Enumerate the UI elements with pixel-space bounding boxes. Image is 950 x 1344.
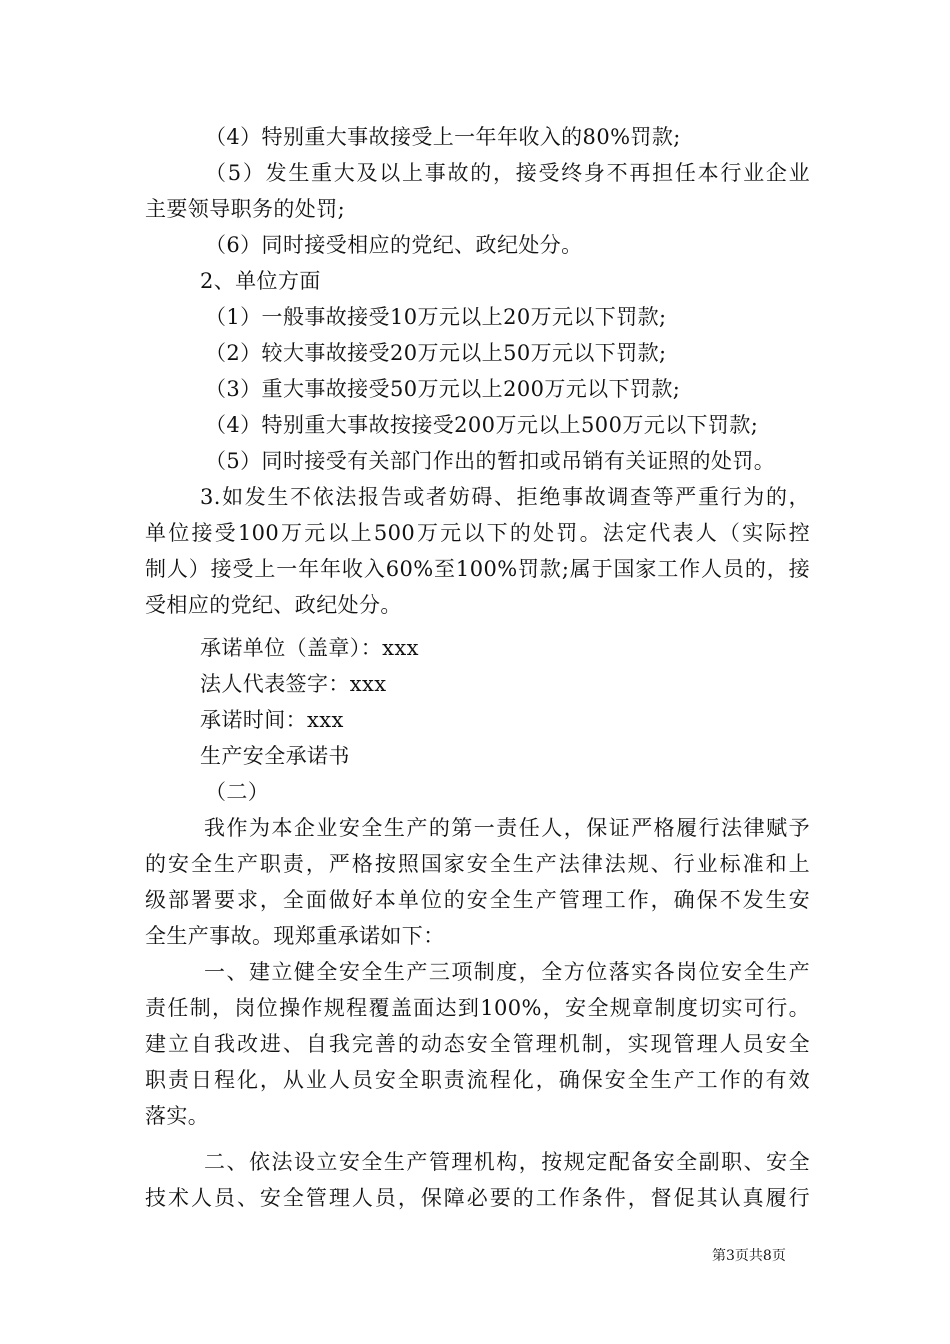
text-line: （5）同时接受有关部门作出的暂扣或吊销有关证照的处罚。 bbox=[205, 449, 776, 473]
text-line: 级部署要求，全面做好本单位的安全生产管理工作，确保不发生安 bbox=[145, 888, 810, 912]
text-line: 受相应的党纪、政纪处分。 bbox=[145, 593, 402, 617]
text-line: 职责日程化，从业人员安全职责流程化，确保安全生产工作的有效 bbox=[145, 1068, 810, 1092]
text-line: 责任制，岗位操作规程覆盖面达到100%，安全规章制度切实可行。 bbox=[145, 996, 810, 1020]
text-line: 二、依法设立安全生产管理机构，按规定配备安全副职、安全 bbox=[204, 1150, 810, 1174]
text-line: 一、建立健全安全生产三项制度，全方位落实各岗位安全生产 bbox=[204, 960, 810, 984]
text-line: 落实。 bbox=[145, 1104, 210, 1128]
text-line: 制人）接受上一年年收入60%至100%罚款;属于国家工作人员的，接 bbox=[145, 557, 810, 581]
page-number: 第3页共8页 bbox=[712, 1248, 786, 1264]
document-title: 生产安全承诺书 bbox=[200, 744, 350, 768]
signature-representative: 法人代表签字：xxx bbox=[200, 672, 387, 696]
text-line: （1）一般事故接受10万元以上20万元以下罚款; bbox=[205, 305, 667, 329]
text-line: （2）较大事故接受20万元以上50万元以下罚款; bbox=[205, 341, 667, 365]
signature-date: 承诺时间：xxx bbox=[200, 708, 344, 732]
text-line: 我作为本企业安全生产的第一责任人，保证严格履行法律赋予 bbox=[204, 816, 810, 840]
text-line: （4）特别重大事故接受上一年年收入的80%罚款; bbox=[205, 125, 681, 149]
text-line: （4）特别重大事故按接受200万元以上500万元以下罚款; bbox=[205, 413, 759, 437]
section-heading: 2、单位方面 bbox=[200, 269, 321, 293]
text-line: 主要领导职务的处罚; bbox=[145, 197, 346, 221]
text-line: 的安全生产职责，严格按照国家安全生产法律法规、行业标准和上 bbox=[145, 852, 810, 876]
text-line: 3.如发生不依法报告或者妨碍、拒绝事故调查等严重行为的， bbox=[200, 485, 810, 509]
text-line: （3）重大事故接受50万元以上200万元以下罚款; bbox=[205, 377, 681, 401]
signature-unit: 承诺单位（盖章）：xxx bbox=[200, 636, 419, 660]
text-line: 全生产事故。现郑重承诺如下： bbox=[145, 924, 445, 948]
document-subtitle: （二） bbox=[205, 780, 270, 804]
text-line: 技术人员、安全管理人员，保障必要的工作条件，督促其认真履行 bbox=[145, 1186, 810, 1210]
text-line: 建立自我改进、自我完善的动态安全管理机制，实现管理人员安全 bbox=[145, 1032, 810, 1056]
text-line: （6）同时接受相应的党纪、政纪处分。 bbox=[205, 233, 583, 257]
text-line: （5）发生重大及以上事故的，接受终身不再担任本行业企业 bbox=[205, 161, 810, 185]
text-line: 单位接受100万元以上500万元以下的处罚。法定代表人（实际控 bbox=[145, 521, 810, 545]
